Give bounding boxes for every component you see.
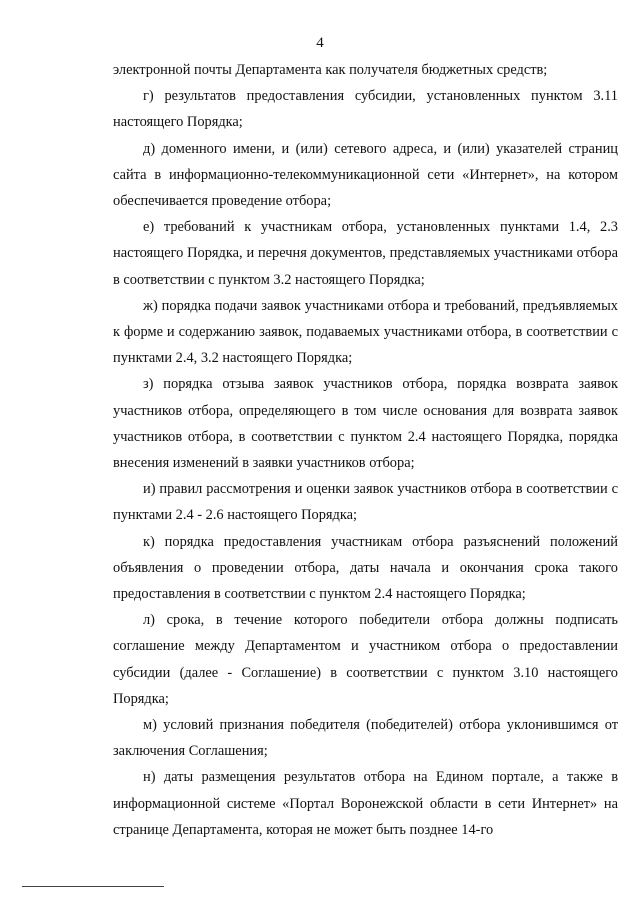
footnote-separator-line xyxy=(22,886,164,887)
paragraph-item-z: з) порядка отзыва заявок участников отбора, порядка возврата заявок участников отбора, определяющего в том числе основания для возврата заявок участников отбора, в соответствии с пунктом 2.4 настоящего Порядка, порядка внесения изменений в заявки участников отбора; xyxy=(113,376,618,472)
page-number: 4 xyxy=(316,35,324,51)
paragraph-item-zh: ж) порядка подачи заявок участниками отбора и требований, предъявляемых к форме и содержанию заявок, подаваемых участниками отбора, в соответствии с пунктами 2.4, 3.2 настоящего Порядка; xyxy=(113,297,618,367)
paragraph-item-n: н) даты размещения результатов отбора на Едином портале, а также в информационной системе «Портал Воронежской области в сети Интернет» на странице Департамента, которая не может быть позднее 14-го xyxy=(113,769,618,838)
paragraph-item-l: л) срока, в течение которого победители отбора должны подписать соглашение между Департаментом и участником отбора о предоставлении субсидии (далее - Соглашение) в соответствии с пунктом 3.10 настоящего Порядка; xyxy=(113,612,618,707)
body-text xyxy=(113,57,618,843)
paragraph-item-k: к) порядка предоставления участникам отбора разъяснений положений объявления о проведении отбора, даты начала и окончания срока такого предоставления в соответствии с пунктом 2.4 настоящего Порядка; xyxy=(113,533,618,603)
paragraph-item-e: е) требований к участникам отбора, установленных пунктами 1.4, 2.3 настоящего Порядка, и перечня документов, представляемых участниками отбора в соответствии с пунктом 3.2 настоящего Порядка; xyxy=(113,219,618,288)
paragraph-item-g: г) результатов предоставления субсидии, установленных пунктом 3.11 настоящего Порядка; xyxy=(113,88,618,131)
paragraph-item-d: д) доменного имени, и (или) сетевого адреса, и (или) указателей страниц сайта в информационно-телекоммуникационной сети «Интернет», на котором обеспечивается проведение отбора; xyxy=(113,140,618,210)
paragraph-item-m: м) условий признания победителя (победителей) отбора уклонившимся от заключения Соглашения; xyxy=(113,717,618,760)
paragraph-item-i: и) правил рассмотрения и оценки заявок участников отбора в соответствии с пунктами 2.4 - 2.6 настоящего Порядка; xyxy=(113,481,618,524)
paragraph-continuation: электронной почты Департамента как получателя бюджетных средств; xyxy=(113,62,548,78)
